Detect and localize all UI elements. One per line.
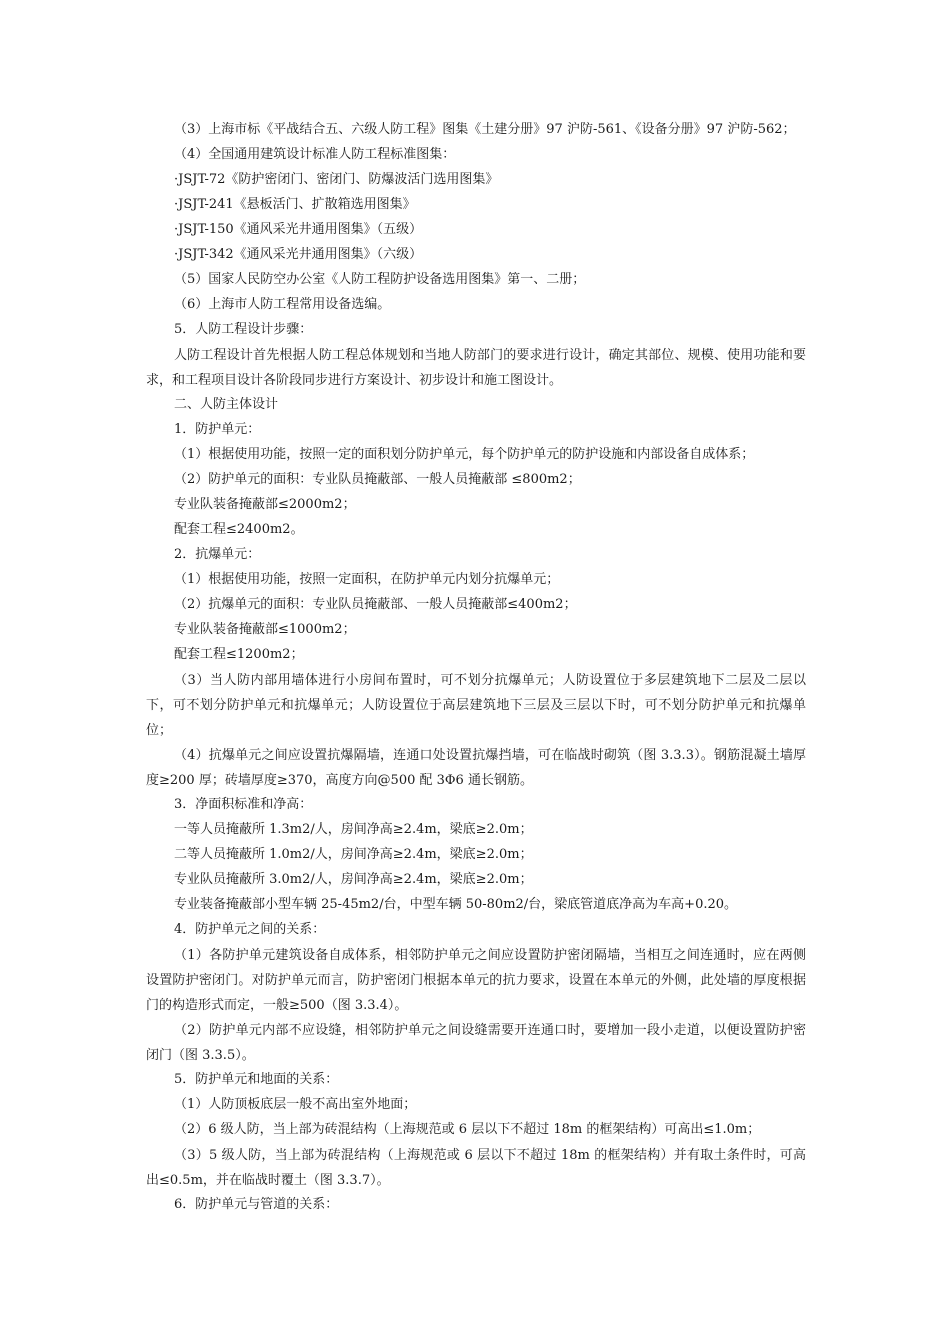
section-heading: 4．防护单元之间的关系： bbox=[174, 922, 326, 937]
text-line: （4）全国通用建筑设计标准人防工程标准图集： bbox=[174, 147, 456, 162]
section-heading: 2．抗爆单元： bbox=[174, 547, 261, 562]
paragraph: （4）抗爆单元之间应设置抗爆隔墙，连通口处设置抗爆挡墙，可在临战时砌筑（图 3.3.3）。钢筋混凝土墙厚度≥200 厚；砖墙厚度≥370，高度方向@500 配 3Φ6 通长钢筋。 bbox=[146, 748, 806, 788]
text-line: ·JSJT-150《通风采光井通用图集》（五级） bbox=[174, 222, 423, 237]
text-line: （2）抗爆单元的面积：专业队员掩蔽部、一般人员掩蔽部≤400m2； bbox=[174, 597, 577, 612]
section-heading: 6．防护单元与管道的关系： bbox=[174, 1197, 339, 1212]
text-line: 专业队员掩蔽所 3.0m2/人，房间净高≥2.4m，梁底≥2.0m； bbox=[174, 872, 533, 887]
paragraph: （2）防护单元内部不应设缝，相邻防护单元之间设缝需要开连通口时，要增加一段小走道，以便设置防护密闭门（图 3.3.5）。 bbox=[146, 1023, 806, 1063]
text-line: （6）上海市人防工程常用设备选编。 bbox=[174, 297, 391, 312]
paragraph: （3）5 级人防，当上部为砖混结构（上海规范或 6 层以下不超过 18m 的框架结构）并有取土条件时，可高出≤0.5m，并在临战时覆土（图 3.3.7）。 bbox=[146, 1148, 806, 1188]
text-line: （3）上海市标《平战结合五、六级人防工程》图集《土建分册》97 沪防-561、《设备分册》97 沪防-562； bbox=[174, 122, 796, 137]
text-line: （1）根据使用功能，按照一定的面积划分防护单元，每个防护单元的防护设施和内部设备自成体系； bbox=[174, 447, 755, 462]
text-line: 专业队装备掩蔽部≤1000m2； bbox=[174, 622, 356, 637]
text-line: 配套工程≤2400m2。 bbox=[174, 522, 304, 537]
text-line: ·JSJT-342《通风采光井通用图集》（六级） bbox=[174, 247, 423, 262]
section-heading: 3．净面积标准和净高： bbox=[174, 797, 313, 812]
text-line: （1）根据使用功能，按照一定面积，在防护单元内划分抗爆单元； bbox=[174, 572, 560, 587]
text-line: （2）防护单元的面积：专业队员掩蔽部、一般人员掩蔽部 ≤800m2； bbox=[174, 472, 581, 487]
text-line: 配套工程≤1200m2； bbox=[174, 647, 304, 662]
paragraph: （3）当人防内部用墙体进行小房间布置时，可不划分抗爆单元；人防设置位于多层建筑地下二层及二层以下，可不划分防护单元和抗爆单元；人防设置位于高层建筑地下三层及三层以下时，可不划分防护单元和抗爆单位； bbox=[146, 673, 806, 738]
text-line: （1）人防顶板底层一般不高出室外地面； bbox=[174, 1097, 417, 1112]
text-line: 二等人员掩蔽所 1.0m2/人，房间净高≥2.4m，梁底≥2.0m； bbox=[174, 847, 533, 862]
section-heading: 1．防护单元： bbox=[174, 422, 261, 437]
text-line: 一等人员掩蔽所 1.3m2/人，房间净高≥2.4m，梁底≥2.0m； bbox=[174, 822, 533, 837]
chapter-heading: 二、人防主体设计 bbox=[174, 397, 279, 412]
text-line: （2）6 级人防，当上部为砖混结构（上海规范或 6 层以下不超过 18m 的框架结构）可高出≤1.0m； bbox=[174, 1122, 761, 1137]
text-line: 专业队装备掩蔽部≤2000m2； bbox=[174, 497, 356, 512]
text-line: 专业装备掩蔽部小型车辆 25-45m2/台，中型车辆 50-80m2/台，梁底管道底净高为车高+0.20。 bbox=[174, 897, 738, 912]
section-heading: 5．人防工程设计步骤： bbox=[174, 322, 313, 337]
text-line: ·JSJT-241《悬板活门、扩散箱选用图集》 bbox=[174, 197, 416, 212]
paragraph: （1）各防护单元建筑设备自成体系，相邻防护单元之间应设置防护密闭隔墙，当相互之间连通时，应在两侧设置防护密闭门。对防护单元而言，防护密闭门根据本单元的抗力要求，设置在本单元的外侧，此处墙的厚度根据门的构造形式而定，一般≥500（图 3.3.4）。 bbox=[146, 948, 806, 1013]
text-line: ·JSJT-72《防护密闭门、密闭门、防爆波活门选用图集》 bbox=[174, 172, 499, 187]
section-heading: 5．防护单元和地面的关系： bbox=[174, 1072, 339, 1087]
text-line: （5）国家人民防空办公室《人防工程防护设备选用图集》第一、二册； bbox=[174, 272, 586, 287]
paragraph: 人防工程设计首先根据人防工程总体规划和当地人防部门的要求进行设计，确定其部位、规模、使用功能和要求，和工程项目设计各阶段同步进行方案设计、初步设计和施工图设计。 bbox=[146, 348, 806, 388]
